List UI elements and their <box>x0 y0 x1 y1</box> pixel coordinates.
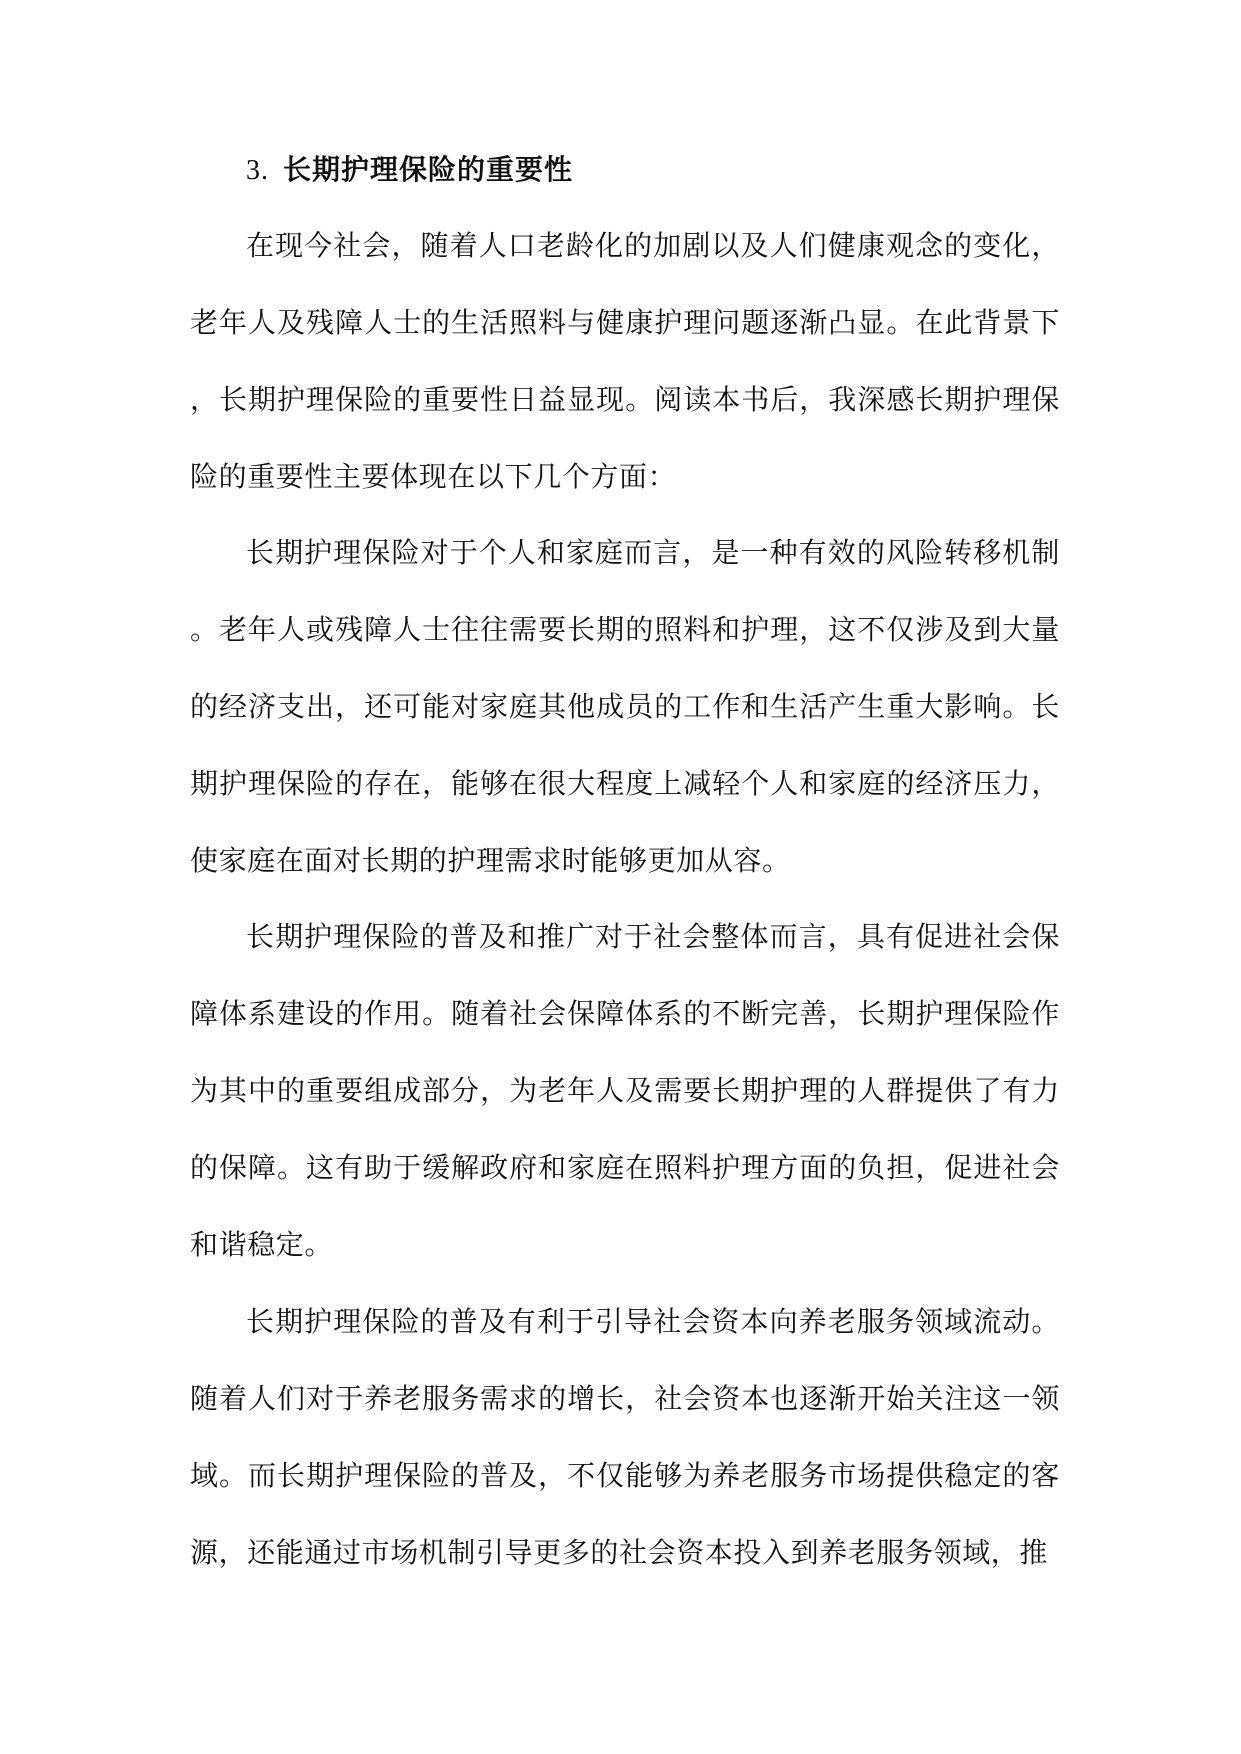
section-number: 3. <box>246 155 269 186</box>
paragraph-social-security: 长期护理保险的普及和推广对于社会整体而言，具有促进社会保障体系建设的作用。随着社会保障体系的不断完善，长期护理保险作为其中的重要组成部分，为老年人及需要长期护理的人群提供了有力的保障。这有助于缓解政府和家庭在照料护理方面的负担，促进社会和谐稳定。 <box>190 920 1060 1261</box>
paragraph-social-capital: 长期护理保险的普及有利于引导社会资本向养老服务领域流动。随着人们对于养老服务需求的增长，社会资本也逐渐开始关注这一领域。而长期护理保险的普及，不仅能够为养老服务市场提供稳定的客源，还能通过市场机制引导更多的社会资本投入到养老服务领域，推 <box>190 1305 1060 1569</box>
paragraph-intro: 在现今社会，随着人口老龄化的加剧以及人们健康观念的变化，老年人及残障人士的生活照料与健康护理问题逐渐凸显。在此背景下，长期护理保险的重要性日益显现。阅读本书后，我深感长期护理保险的重要性主要体现在以下几个方面： <box>190 229 1060 493</box>
section-title: 长期护理保险的重要性 <box>283 153 574 186</box>
section-heading <box>246 150 573 191</box>
paragraph-individual-family: 长期护理保险对于个人和家庭而言，是一种有效的风险转移机制。老年人或残障人士往往需要长期的照料和护理，这不仅涉及到大量的经济支出，还可能对家庭其他成员的工作和生活产生重大影响。长期护理保险的存在，能够在很大程度上减轻个人和家庭的经济压力，使家庭在面对长期的护理需求时能够更加从容。 <box>190 536 1060 877</box>
